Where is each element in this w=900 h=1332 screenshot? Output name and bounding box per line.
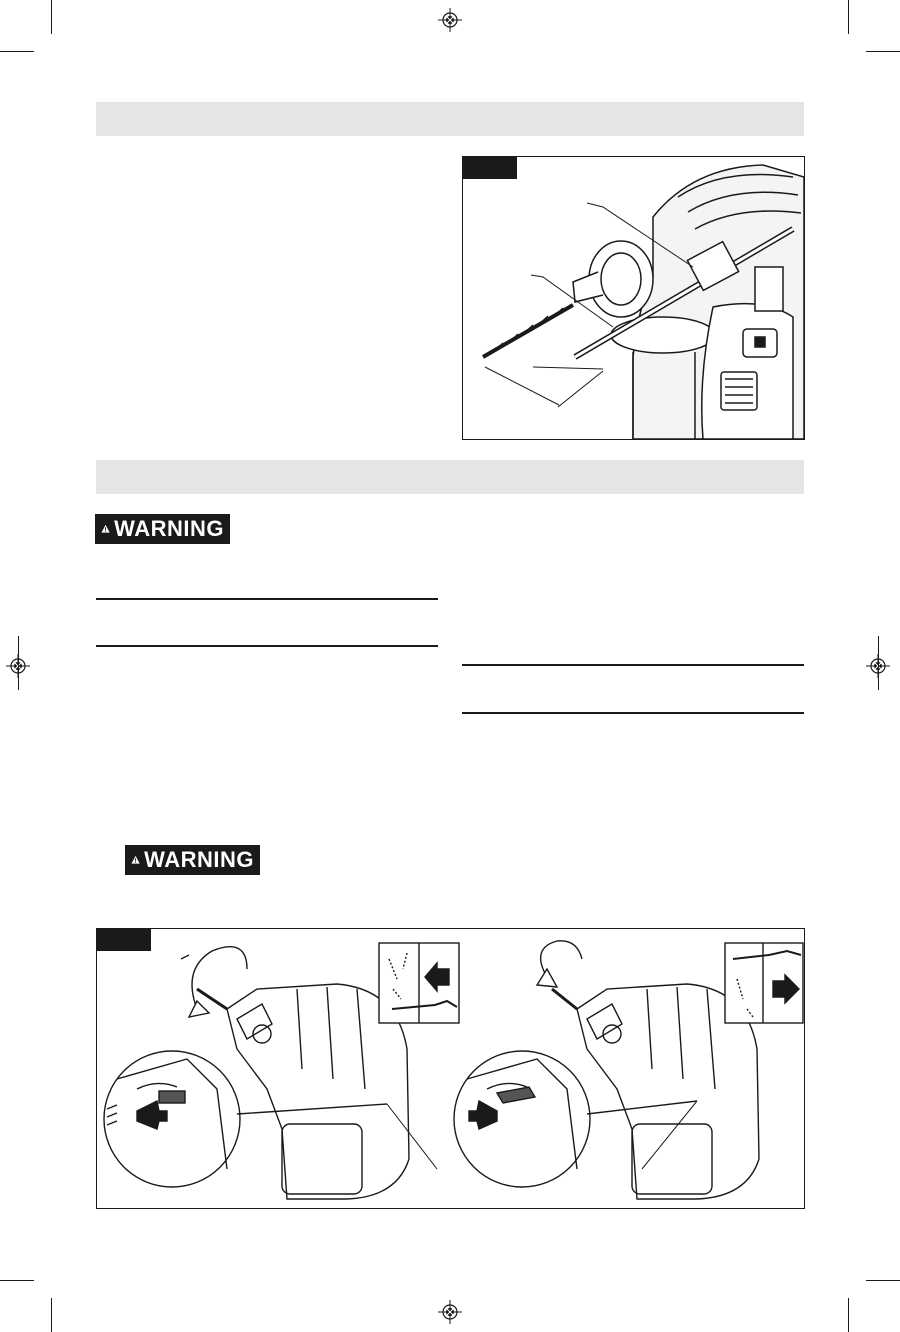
crop-mark-top-right-v xyxy=(848,0,849,34)
warning-label xyxy=(95,514,230,544)
divider-rule xyxy=(462,664,804,666)
registration-mark-icon xyxy=(438,1300,462,1324)
registration-line xyxy=(878,636,879,690)
crop-mark-top-right-h xyxy=(866,51,900,52)
section-header-bar-1 xyxy=(96,102,804,136)
crop-mark-bottom-left-v xyxy=(51,1298,52,1332)
divider-rule xyxy=(96,645,438,647)
crop-mark-top-left-v xyxy=(51,0,52,34)
warning-label-text: WARNING xyxy=(114,516,224,541)
section-header-bar-2 xyxy=(96,460,804,494)
figure-depth-gauge xyxy=(462,156,805,440)
divider-rule xyxy=(462,712,804,714)
warning-label xyxy=(125,845,260,875)
figure-rotation-direction xyxy=(96,928,805,1209)
forward-reverse-switch-illustration xyxy=(97,929,804,1208)
hammer-drill-depth-gauge-illustration xyxy=(463,157,804,439)
crop-mark-top-left-h xyxy=(0,51,34,52)
warning-triangle-icon xyxy=(131,851,140,869)
warning-label-text: WARNING xyxy=(144,847,254,872)
crop-mark-bottom-right-h xyxy=(866,1280,900,1281)
divider-rule xyxy=(96,598,438,600)
warning-triangle-icon xyxy=(101,520,110,538)
crop-mark-bottom-right-v xyxy=(848,1298,849,1332)
registration-mark-icon xyxy=(438,8,462,32)
registration-line xyxy=(18,636,19,690)
crop-mark-bottom-left-h xyxy=(0,1280,34,1281)
